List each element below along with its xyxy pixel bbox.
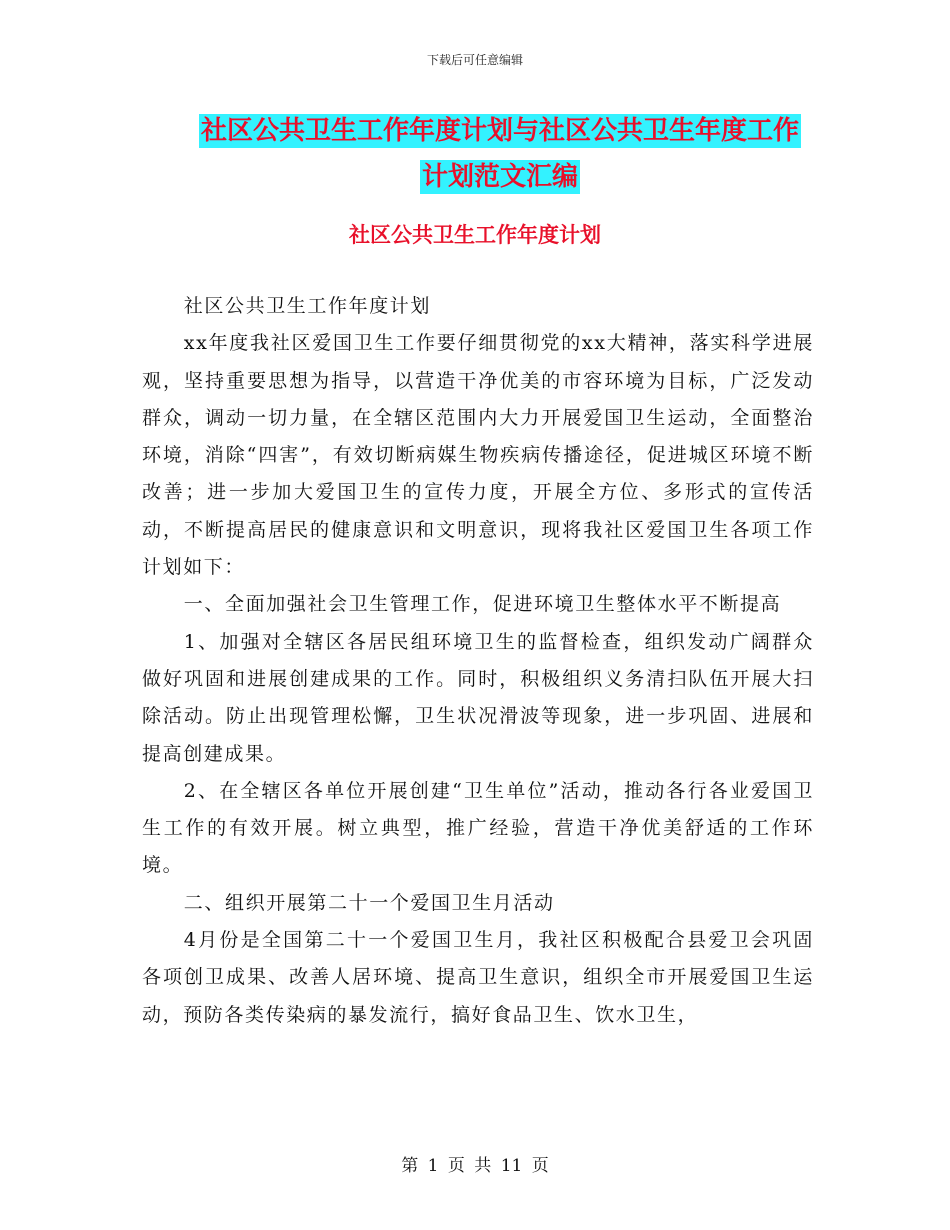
body-text bbox=[142, 288, 814, 1034]
paragraph: 二、组织开展第二十一个爱国卫生月活动 bbox=[183, 891, 555, 914]
paragraph: 社区公共卫生工作年度计划 bbox=[183, 295, 431, 317]
document-title-line-2: 计划范文汇编 bbox=[421, 162, 578, 192]
section-title: 社区公共卫生工作年度计划 bbox=[349, 222, 601, 247]
paragraph: 一、全面加强社会卫生管理工作，促进环境卫生整体水平不断提高 bbox=[183, 593, 782, 616]
page-footer-page-number: 第 1 页 共 11 页 bbox=[401, 1156, 549, 1176]
paragraph: 4月份是全国第二十一个爱国卫生月，我社区积极配合县爱卫会巩固各项创卫成果、改善人居环境、提高卫生意识，组织全市开展爱国卫生运动，预防各类传染病的暴发流行，搞好食品卫生、饮水卫生， bbox=[142, 929, 814, 1026]
paragraph: xx年度我社区爱国卫生工作要仔细贯彻党的xx大精神，落实科学进展观，坚持重要思想为指导，以营造干净优美的市容环境为目标，广泛发动群众，调动一切力量，在全辖区范围内大力开展爱国卫生运动，全面整治环境，消除“四害”，有效切断病媒生物疾病传播途径，促进城区环境不断改善；进一步加大爱国卫生的宣传力度，开展全方位、多形式的宣传活动，不断提高居民的健康意识和文明意识，现将我社区爱国卫生各项工作计划如下： bbox=[142, 332, 814, 579]
document-title-line-1: 社区公共卫生工作年度计划与社区公共卫生年度工作 bbox=[200, 116, 799, 146]
paragraph: 1、加强对全辖区各居民组环境卫生的监督检查，组织发动广阔群众做好巩固和进展创建成果的工作。同时，积极组织义务清扫队伍开展大扫除活动。防止出现管理松懈，卫生状况滑波等现象，进一步巩固、进展和提高创建成果。 bbox=[142, 630, 814, 765]
page-header-note: 下载后可任意编辑 bbox=[426, 53, 523, 67]
document-title bbox=[140, 108, 860, 200]
paragraph: 2、在全辖区各单位开展创建“卫生单位”活动，推动各行各业爱国卫生工作的有效开展。树立典型，推广经验，营造干净优美舒适的工作环境。 bbox=[142, 779, 814, 877]
